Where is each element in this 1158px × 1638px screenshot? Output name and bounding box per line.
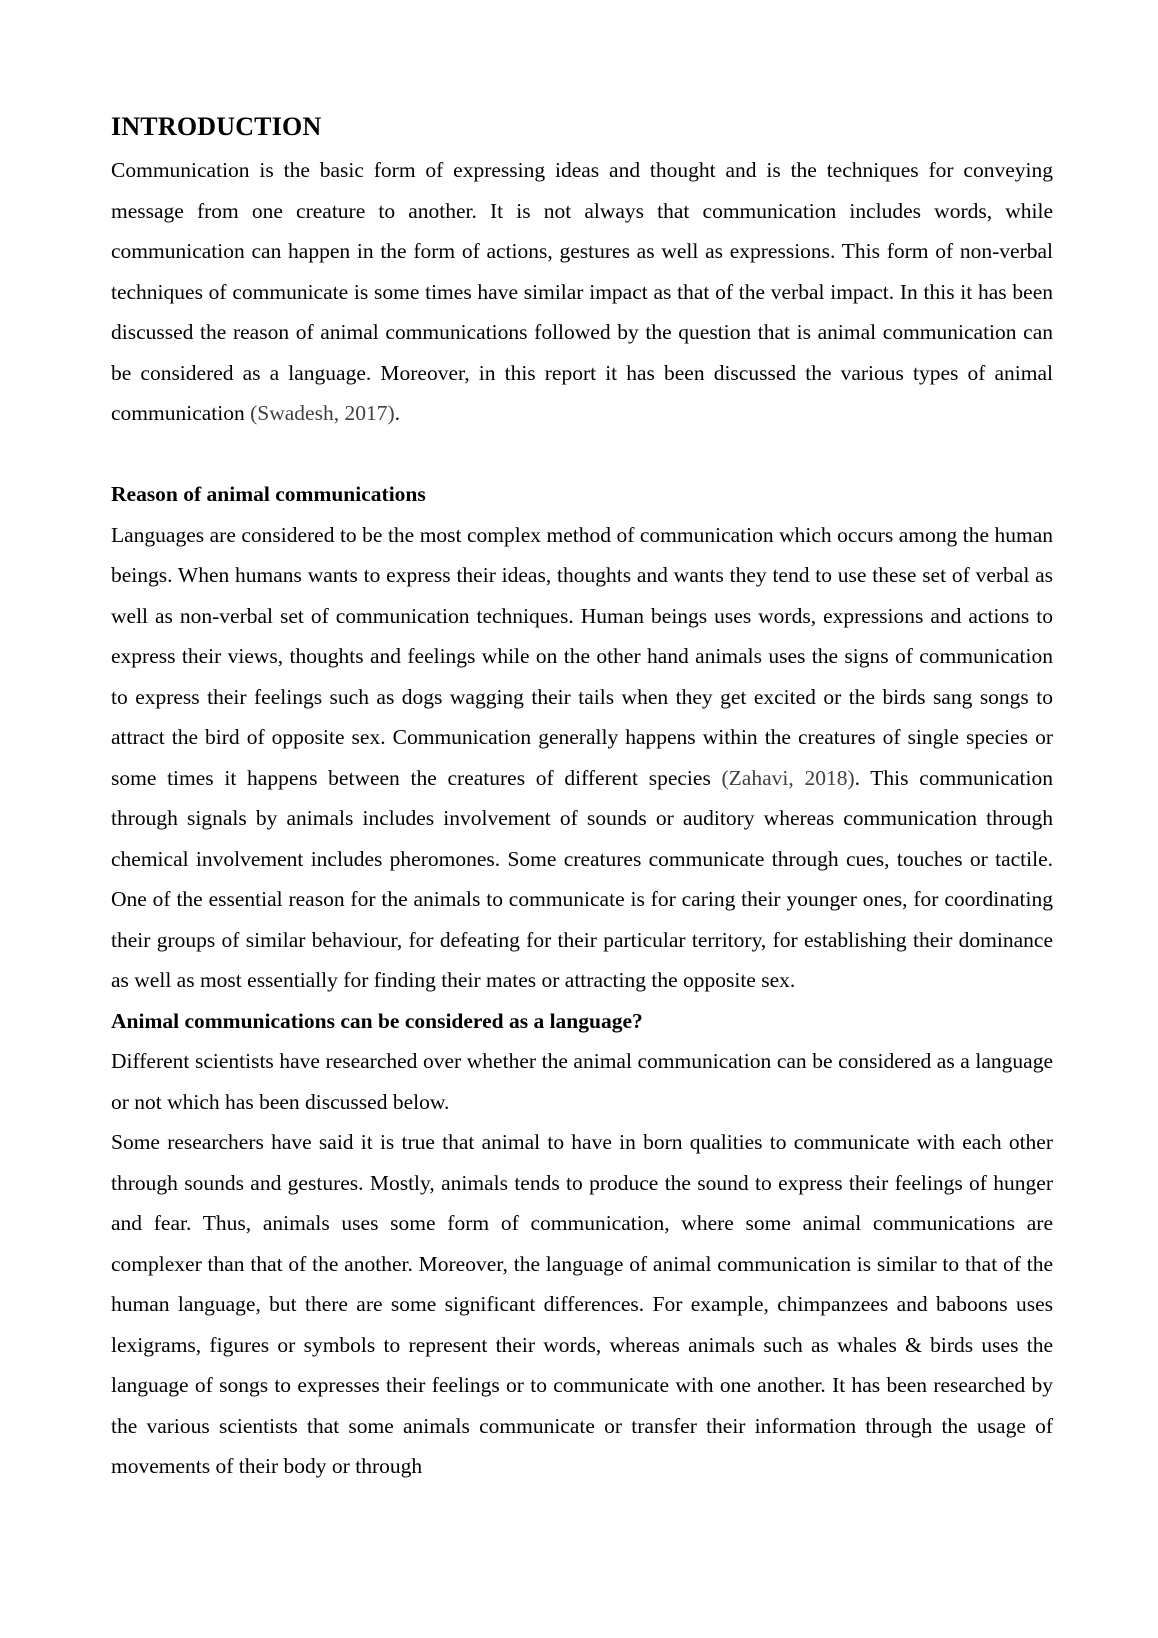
heading-reason: Reason of animal communications (111, 482, 426, 506)
language-paragraph-2: Some researchers have said it is true that animal to have in born qualities to communicate with each other through sounds and gestures. Mostly, animals tends to produce the sound to express their feelings of hunger and fear. Thus, animals uses some form of communication, where some animal communications are complexer than that of the another. Moreover, the language of animal communication is similar to that of the human language, but there are some significant differences. For example, chimpanzees and baboons uses lexigrams, figures or symbols to represent their words, whereas animals such as whales & birds uses the language of songs to expresses their feelings or to communicate with one another. It has been researched by the various scientists that some animals communicate or transfer their information through the usage of movements of their body or through (111, 1130, 1053, 1478)
heading-language: Animal communications can be considered as a language? (111, 1008, 643, 1033)
intro-paragraph (111, 150, 1053, 434)
language-paragraph-1: Different scientists have researched over whether the animal communication can be considered as a language or not which has been discussed below. (111, 1049, 1053, 1114)
reason-text: Languages are considered to be the most complex method of communication which occurs among the human beings. When humans wants to express their ideas, thoughts and wants they tend to use these set of verbal as well as non-verbal set of communication techniques. Human beings uses words, expressions and actions to express their views, thoughts and feelings while on the other hand animals uses the signs of communication to express their feelings such as dogs wagging their tails when they get excited or the birds sang songs to attract the bird of opposite sex. Communication generally happens within the creatures of single species or some times it happens between the creatures of different species (111, 522, 1053, 790)
intro-text-end: . (394, 401, 401, 425)
reason-text-end: . This communication through signals by animals includes involvement of sounds or auditory whereas communication through chemical involvement includes pheromones. Some creatures communicate through cues, touches or tactile. One of the essential reason for the animals to communicate is for caring their younger ones, for coordinating their groups of similar behaviour, for defeating for their particular territory, for establishing their dominance as well as most essentially for finding their mates or attracting the opposite sex. (111, 765, 1053, 992)
intro-text: Communication is the basic form of expressing ideas and thought and is the techniques for conveying message from one creature to another. It is not always that communication includes words, while communication can happen in the form of actions, gestures as well as expressions. This form of non-verbal techniques of communicate is some times have similar impact as that of the verbal impact. In this it has been discussed the reason of animal communications followed by the question that is animal communication can be considered as a language. Moreover, in this report it has been discussed the various types of animal communication (111, 158, 1053, 425)
document-body (111, 104, 1053, 1487)
citation-zahavi: (Zahavi, 2018) (721, 765, 855, 790)
citation-swadesh: (Swadesh, 2017) (250, 401, 395, 425)
reason-paragraph (111, 515, 1053, 1001)
heading-introduction: INTRODUCTION (111, 112, 322, 141)
paragraph-gap (111, 434, 1053, 475)
